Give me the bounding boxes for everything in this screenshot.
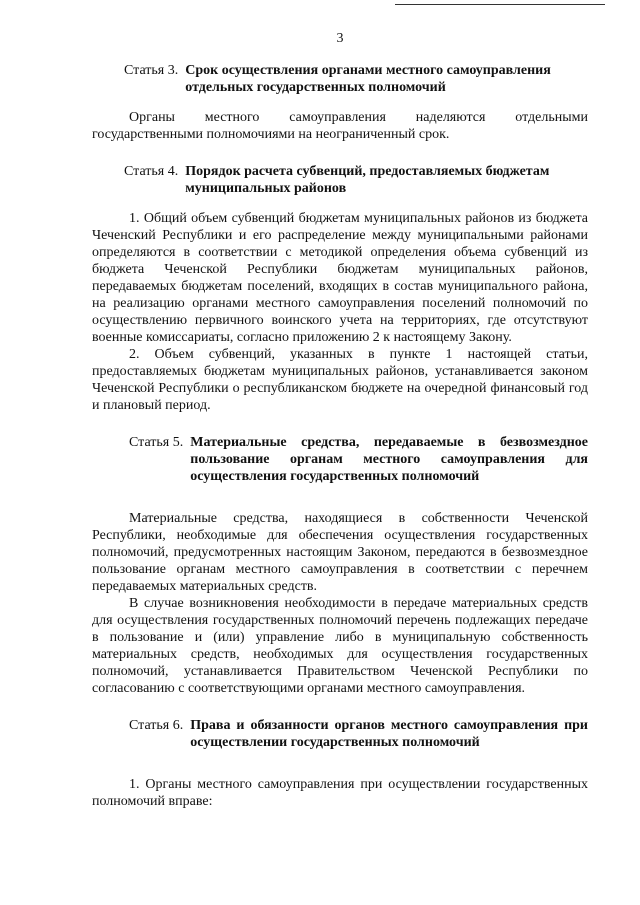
article-5-heading: [129, 434, 588, 485]
paragraph: 1. Общий объем субвенций бюджетам муниципальных районов из бюджета Чеченский Республики и его распределение между муниципальными районами определяются в соответствии с методикой определения объема субвенций из бюджета Чеченской Республики бюджетам муниципальных районов, передаваемых бюджетам поселений, входящих в состав муниципального района, на реализацию органами местного самоуправления поселений полномочий по осуществлению первичного воинского учета на территориях, где отсутствуют военные комиссариаты, согласно приложению 2 к настоящему Закону.: [92, 211, 588, 345]
article-label: Статья 5.: [129, 435, 184, 450]
article-6-heading: [129, 717, 588, 751]
paragraph: Органы местного самоуправления наделяются отдельными государственными полномочиями на неограниченный срок.: [92, 110, 588, 142]
article-title: Порядок расчета субвенций, предоставляемых бюджетам муниципальных районов: [185, 164, 550, 196]
article-3-heading: [124, 62, 588, 96]
paragraph: Материальные средства, находящиеся в собственности Чеченской Республики, необходимые для обеспечения осуществления государственных полномочий, предусмотренных настоящим Законом, передаются в безвозмездное пользование органам местного самоуправления в соответствии с перечнем передаваемых материальных средств.: [92, 511, 588, 594]
paragraph: 2. Объем субвенций, указанных в пункте 1 настоящей статьи, предоставляемых бюджетам муниципальных районов, устанавливается законом Чеченской Республики о республиканском бюджете на очередной финансовый год и плановый период.: [92, 347, 588, 413]
article-label: Статья 3.: [124, 63, 179, 78]
article-4-heading: [124, 163, 588, 197]
article-title: Материальные средства, передаваемые в безвозмездное пользование органам местного самоуправления для осуществления государственных полномочий: [190, 435, 588, 484]
page-number: 3: [336, 31, 344, 46]
article-title: Права и обязанности органов местного самоуправления при осуществлении государственных полномочий: [190, 718, 588, 750]
article-title: Срок осуществления органами местного самоуправления отдельных государственных полномочий: [185, 63, 551, 95]
paragraph: 1. Органы местного самоуправления при осуществлении государственных полномочий вправе:: [92, 777, 588, 809]
top-rule: [395, 4, 605, 5]
paragraph: В случае возникновения необходимости в передаче материальных средств для осуществления государственных полномочий перечень подлежащих передаче в пользование и (или) управление либо в муниципальную собственность материальных средств, необходимых для осуществления государственных полномочий, устанавливается Правительством Чеченской Республики по согласованию с соответствующими органами местного самоуправления.: [92, 596, 588, 696]
article-label: Статья 4.: [124, 164, 179, 179]
article-label: Статья 6.: [129, 718, 184, 733]
document-page: [92, 30, 588, 810]
